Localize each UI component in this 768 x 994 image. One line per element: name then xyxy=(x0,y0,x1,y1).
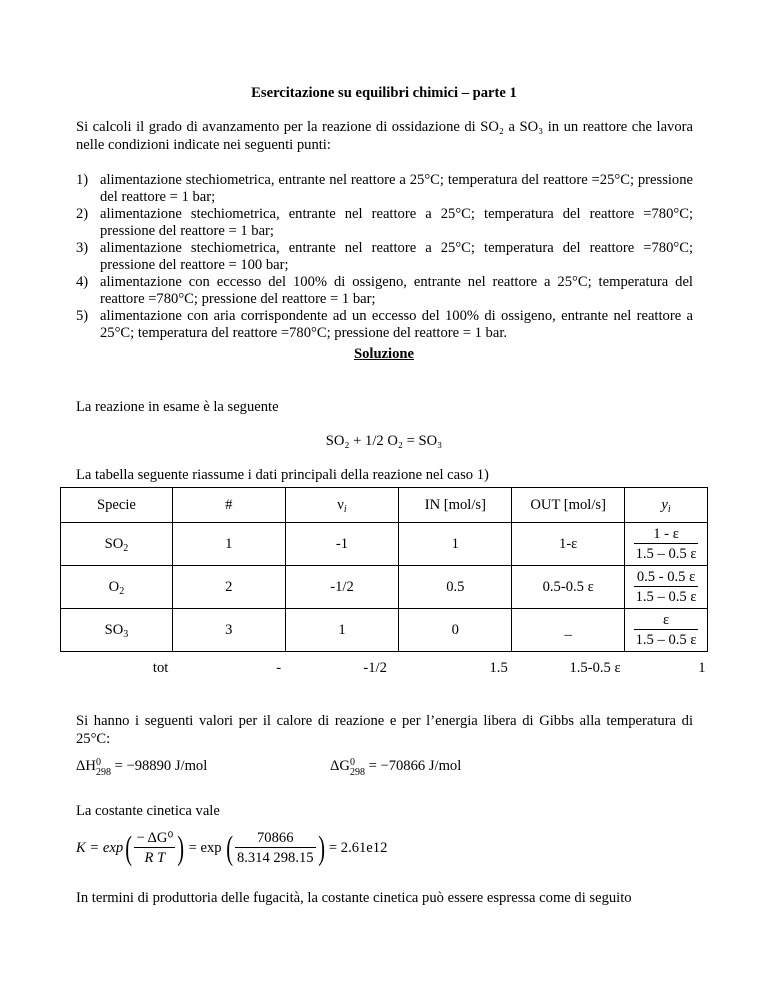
k-lhs: K = exp xyxy=(76,840,124,856)
cell-nu: -1/2 xyxy=(285,566,399,609)
header-number: # xyxy=(172,488,285,523)
values-intro: Si hanno i seguenti valori per il calore di reazione e per l’energia libera di Gibbs alla temperatura di 25°C: xyxy=(76,713,693,747)
table-row xyxy=(61,566,708,609)
cell-nu: 1 xyxy=(285,609,399,652)
cell-y: $\frac{\varepsilon}{1.5 - 0.5 \varepsilon}$ xyxy=(625,609,708,652)
fraction-numeric: $\frac{70866}{8.314 298.15}$ xyxy=(236,830,314,866)
k-mid: = exp xyxy=(188,840,222,856)
conditions-list xyxy=(76,172,693,342)
list-item-number: 1) xyxy=(76,172,89,188)
cell-tot-nu: -1/2 xyxy=(363,660,387,676)
header-out: OUT [mol/s] xyxy=(512,488,625,523)
final-paragraph: In termini di produttoria delle fugacità, la costante cinetica può essere espressa come di seguito xyxy=(76,890,632,906)
list-item-text: alimentazione stechiometrica, entrante nel reattore a 25°C; temperatura del reattore =780°C; pressione del reattore = 1 bar; xyxy=(100,206,693,239)
reaction-table xyxy=(60,487,708,685)
list-item-text: alimentazione stechiometrica, entrante nel reattore a 25°C; temperatura del reattore =25°C; pressione del reattore = 1 bar; xyxy=(100,172,693,205)
header-specie: Specie xyxy=(61,488,173,523)
cell-in: 0 xyxy=(399,609,512,652)
constant-intro: La costante cinetica vale xyxy=(76,803,220,819)
reaction-intro: La reazione in esame è la seguente xyxy=(76,399,279,415)
cell-tot-number: - xyxy=(276,660,282,676)
cell-out: 0.5-0.5 ε xyxy=(512,566,625,609)
table-header-row xyxy=(61,488,708,523)
gibbs-equation: ΔG 0 298 = −70866 J/mol xyxy=(330,757,462,778)
cell-number: 2 xyxy=(172,566,285,609)
intro-paragraph: Si calcoli il grado di avanzamento per la reazione di ossidazione di SO₂ a SO₃ in un reattore che lavora nelle condizioni indicate nei seguenti punti: xyxy=(76,119,693,153)
cell-specie: $SO_2$ xyxy=(61,523,173,566)
cell-y: $\frac{1 - \varepsilon}{1.5 - 0.5 \varepsilon}$ xyxy=(625,523,708,566)
header-nu: $\nu_i$ xyxy=(285,488,399,523)
cell-nu: -1 xyxy=(285,523,399,566)
k-result: = 2.61e12 xyxy=(328,840,388,856)
list-item xyxy=(76,172,693,206)
list-item-text: alimentazione stechiometrica, entrante nel reattore a 25°C; temperatura del reattore =780°C; pressione del reattore = 100 bar; xyxy=(100,240,693,273)
list-item-text: alimentazione con eccesso del 100% di ossigeno, entrante nel reattore a 25°C; temperatura del reattore =780°C; pressione del reattore = 1 bar; xyxy=(100,274,693,307)
list-item xyxy=(76,274,693,308)
cell-in: 0.5 xyxy=(399,566,512,609)
equilibrium-constant-equation: K = exp ( $\frac{\text{− ΔG⁰}}{\text{R T}}$ ) = exp ( $\frac{70866}{8.314 298.15}$ ) = 2.61e12 xyxy=(76,829,388,867)
header-in: IN [mol/s] xyxy=(399,488,512,523)
cell-y: $\frac{0.5 - 0.5 \varepsilon}{1.5 - 0.5 \varepsilon}$ xyxy=(625,566,708,609)
cell-in: 1 xyxy=(399,523,512,566)
enthalpy-equation: ΔH 0 298 = −98890 J/mol xyxy=(76,757,208,778)
cell-tot-y: 1 xyxy=(698,660,706,676)
list-item-number: 2) xyxy=(76,206,89,222)
list-item xyxy=(76,206,693,240)
header-y: $y_i$ xyxy=(625,488,708,523)
cell-number: 3 xyxy=(172,609,285,652)
cell-out: 1-ε xyxy=(512,523,625,566)
list-item-number: 5) xyxy=(76,308,89,324)
fraction-gibbs-rt: $\frac{\text{− ΔG⁰}}{\text{R T}}$ xyxy=(136,830,174,866)
table-row xyxy=(61,609,708,652)
list-item-text: alimentazione con aria corrispondente ad un eccesso del 100% di ossigeno, entrante nel reattore a 25°C; temperatura del reattore =780°C; pressione del reattore = 1 bar. xyxy=(100,308,693,341)
solution-heading: Soluzione xyxy=(353,346,414,362)
table-total-row xyxy=(61,652,708,686)
cell-specie: $SO_3$ xyxy=(61,609,173,652)
cell-tot-out: 1.5-0.5 ε xyxy=(569,660,621,676)
list-item xyxy=(76,308,693,342)
list-item-number: 3) xyxy=(76,240,89,256)
list-item xyxy=(76,240,693,274)
reaction-equation: SO₂ + 1/2 O₂ = SO₃ xyxy=(325,433,443,449)
cell-tot-label: tot xyxy=(152,660,169,676)
document-title: Esercitazione su equilibri chimici – parte 1 xyxy=(251,85,517,101)
list-item-number: 4) xyxy=(76,274,89,290)
cell-out: _ xyxy=(512,609,625,652)
cell-number: 1 xyxy=(172,523,285,566)
cell-specie: $O_2$ xyxy=(61,566,173,609)
table-intro: La tabella seguente riassume i dati principali della reazione nel caso 1) xyxy=(76,467,489,483)
table-row xyxy=(61,523,708,566)
cell-tot-in: 1.5 xyxy=(489,660,508,676)
